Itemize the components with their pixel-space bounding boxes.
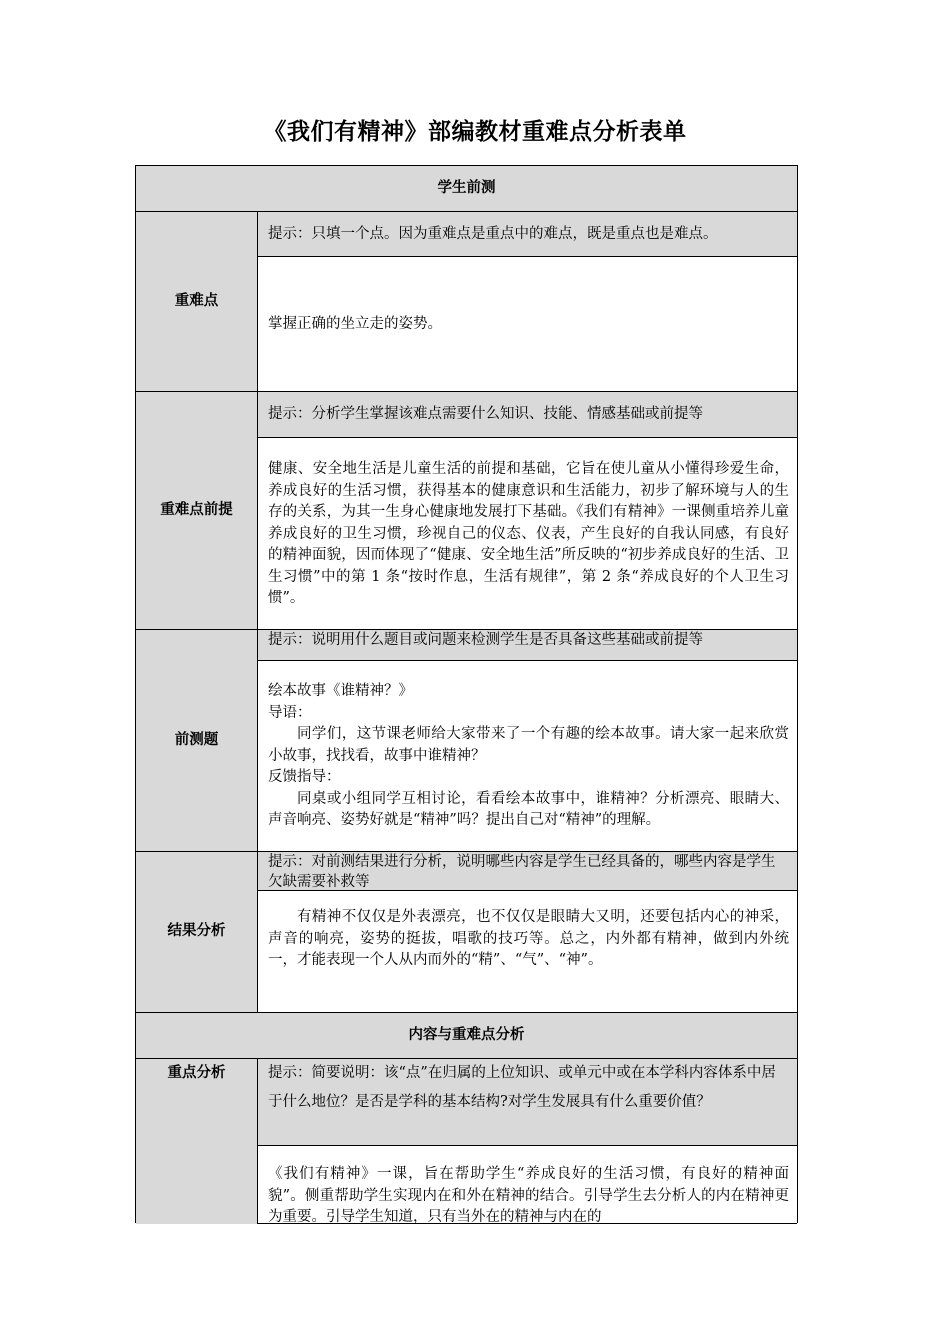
hint-pretest-questions: 提示：说明用什么题目或问题来检测学生是否具备这些基础或前提等 — [258, 630, 797, 661]
section-header-pretest: 学生前测 — [136, 166, 797, 212]
content-paragraph: 同学们，这节课老师给大家带来了一个有趣的绘本故事。请大家一起来欣赏小故事，找找看，故事中谁精神？ — [268, 726, 789, 764]
row-label-pretest-questions: 前测题 — [136, 630, 258, 852]
content-pretest-questions — [258, 661, 797, 852]
hint-key-difficulty: 提示：只填一个点。因为重难点是重点中的难点，既是重点也是难点。 — [258, 212, 797, 257]
content-line: 反馈指导： — [268, 769, 341, 785]
content-paragraph: 掌握正确的坐立走的姿势。 — [268, 316, 442, 332]
content-line: 绘本故事《谁精神？》 — [268, 683, 413, 699]
content-key-difficulty — [258, 257, 797, 392]
hint-key-point-analysis: 提示：简要说明：该“点”在归属的上位知识、或单元中或在本学科内容体系中居于什么地位？是否是学科的基本结构?对学生发展具有什么重要价值？ — [258, 1059, 797, 1146]
row-label-prerequisites: 重难点前提 — [136, 392, 258, 630]
content-paragraph: 有精神不仅仅是外表漂亮，也不仅仅是眼睛大又明，还要包括内心的神采，声音的响亮，姿势的挺拔，唱歌的技巧等。总之，内外都有精神，做到内外统一，才能表现一个人从内而外的“精”、“气”、“神”。 — [268, 909, 789, 968]
analysis-table — [135, 165, 798, 1223]
row-label-key-point-analysis: 重点分析 — [136, 1059, 258, 1224]
content-paragraph: 《我们有精神》一课，旨在帮助学生“养成良好的生活习惯，有良好的精神面貌”。侧重帮助学生实现内在和外在精神的结合。引导学生去分析人的内在精神更为重要。引导学生知道，只有当外在的精神与内在的 — [268, 1166, 789, 1225]
content-key-point-analysis — [258, 1146, 797, 1224]
row-label-key-difficulty: 重难点 — [136, 212, 258, 392]
page-title: 《我们有精神》部编教材重难点分析表单 — [263, 119, 687, 145]
row-label-result-analysis: 结果分析 — [136, 852, 258, 1013]
hint-result-analysis: 提示：对前测结果进行分析，说明哪些内容是学生已经具备的，哪些内容是学生欠缺需要补救等 — [258, 852, 797, 891]
content-prerequisites — [258, 438, 797, 630]
content-paragraph: 健康、安全地生活是儿童生活的前提和基础，它旨在使儿童从小懂得珍爱生命，养成良好的生活习惯，获得基本的健康意识和生活能力，初步了解环境与人的生存的关系，为其一生身心健康地发展打下基础。《我们有精神》一课侧重培养儿童养成良好的卫生习惯，珍视自己的仪态、仪表，产生良好的自我认同感，有良好的精神面貌，因而体现了“健康、安全地生活”所反映的“初步养成良好的生活、卫生习惯”中的第 1 条“按时作息，生活有规律”，第 2 条“养成良好的个人卫生习惯”。 — [268, 461, 789, 606]
content-paragraph: 同桌或小组同学互相讨论，看看绘本故事中，谁精神？分析漂亮、眼睛大、声音响亮、姿势好就是“精神”吗？提出自己对“精神”的理解。 — [268, 790, 789, 828]
section-header-content-analysis: 内容与重难点分析 — [136, 1013, 797, 1059]
content-result-analysis — [258, 891, 797, 1013]
hint-prerequisites: 提示：分析学生掌握该难点需要什么知识、技能、情感基础或前提等 — [258, 392, 797, 438]
content-line: 导语： — [268, 704, 312, 721]
